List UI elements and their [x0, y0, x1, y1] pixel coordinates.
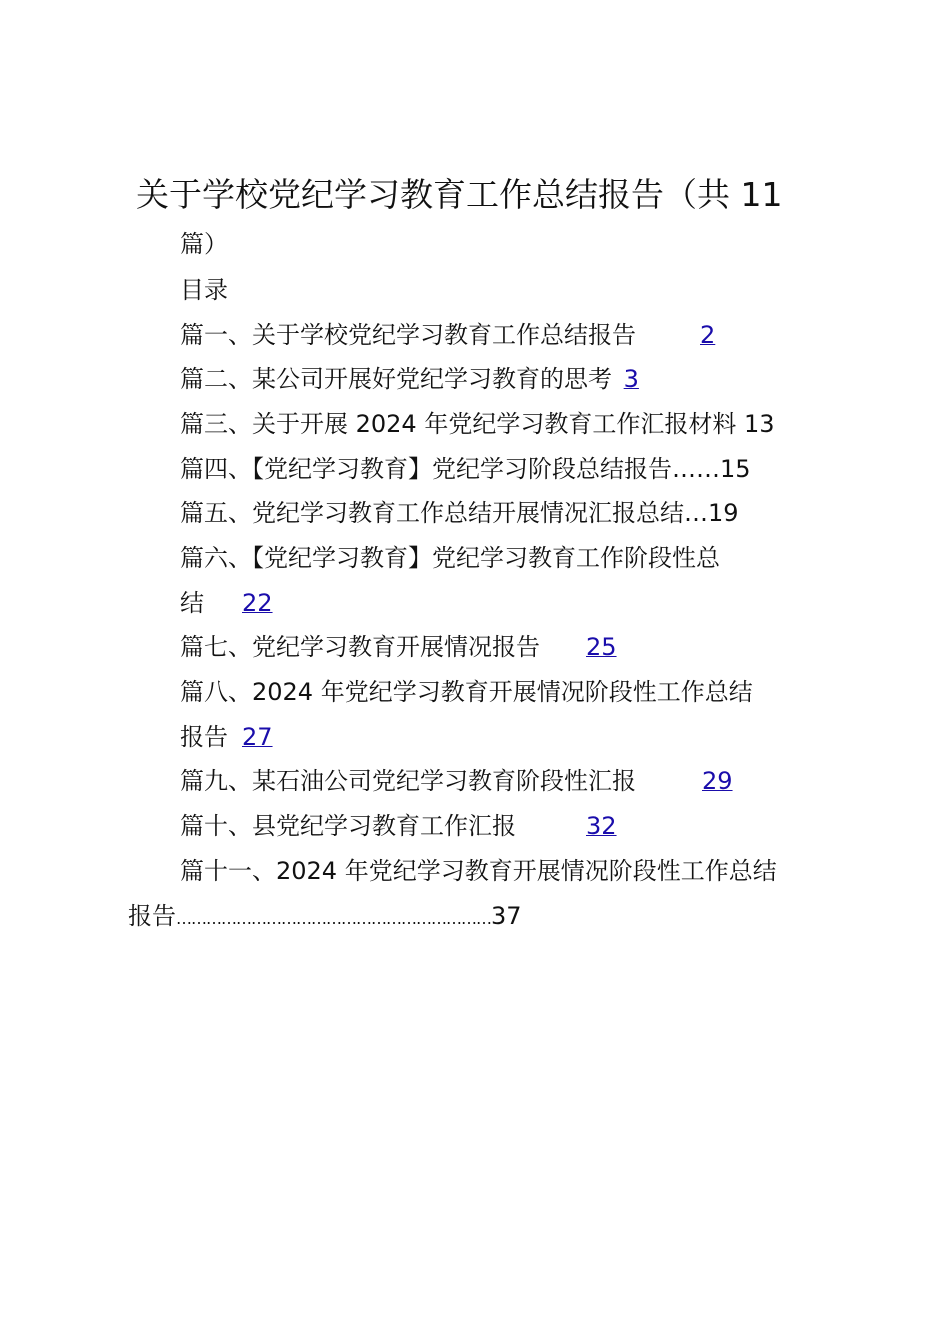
toc-entry — [180, 317, 636, 353]
toc-entry — [180, 406, 775, 442]
toc-page-number: 15 — [720, 455, 751, 483]
toc-entry-label: 篇三、关于开展 2024 年党纪学习教育工作汇报材料 — [180, 410, 737, 438]
toc-leader-dots: ……………………………………………………… — [176, 909, 491, 928]
toc-page-link[interactable]: 29 — [702, 767, 733, 795]
toc-page-link[interactable]: 22 — [242, 589, 273, 617]
toc-page-number: 37 — [491, 902, 522, 930]
toc-entry-continued — [128, 898, 522, 937]
toc-entry-label-continued: 报告 — [128, 902, 176, 930]
document-title: 关于学校党纪学习教育工作总结报告（共 11 — [136, 175, 783, 214]
toc-entry-continued — [180, 585, 204, 621]
toc-page-number: 19 — [708, 499, 739, 527]
toc-entry-label: 篇八、2024 年党纪学习教育开展情况阶段性工作总结 — [180, 678, 753, 706]
toc-page-link[interactable]: 2 — [700, 321, 716, 349]
toc-entry — [180, 674, 753, 710]
toc-entry-label-continued: 报告 — [180, 723, 228, 751]
toc-page-number: 13 — [743, 410, 775, 438]
toc-entry — [180, 540, 720, 576]
toc-page-link[interactable]: 32 — [586, 812, 617, 840]
toc-page-link[interactable]: 25 — [586, 633, 617, 661]
toc-page-link[interactable]: 27 — [242, 723, 273, 751]
toc-entry — [180, 853, 777, 889]
toc-entry-label: 篇一、关于学校党纪学习教育工作总结报告 — [180, 321, 636, 349]
toc-entry-label: 篇五、党纪学习教育工作总结开展情况汇报总结 — [180, 499, 684, 527]
document-title-continued: 篇） — [180, 230, 228, 258]
toc-entry — [180, 629, 540, 665]
toc-entry — [180, 763, 636, 799]
toc-entry-label: 篇六、【党纪学习教育】党纪学习教育工作阶段性总 — [180, 544, 720, 572]
toc-entry — [180, 495, 739, 531]
toc-leader-dots: … — [684, 499, 708, 527]
toc-entry — [180, 361, 639, 397]
toc-entry-label: 篇二、某公司开展好党纪学习教育的思考 — [180, 365, 612, 393]
toc-entry-label: 篇十一、2024 年党纪学习教育开展情况阶段性工作总结 — [180, 857, 777, 885]
toc-entry — [180, 451, 751, 487]
toc-entry — [180, 808, 516, 844]
toc-entry-label: 篇四、【党纪学习教育】党纪学习阶段总结报告 — [180, 455, 672, 483]
toc-entry-continued — [180, 719, 228, 755]
toc-page-link[interactable]: 3 — [623, 365, 639, 393]
toc-leader-dots: …… — [672, 455, 720, 483]
toc-entry-label: 篇九、某石油公司党纪学习教育阶段性汇报 — [180, 767, 636, 795]
toc-heading: 目录 — [180, 276, 228, 304]
toc-entry-label: 篇十、县党纪学习教育工作汇报 — [180, 812, 516, 840]
toc-entry-label-continued: 结 — [180, 589, 204, 617]
toc-entry-label: 篇七、党纪学习教育开展情况报告 — [180, 633, 540, 661]
